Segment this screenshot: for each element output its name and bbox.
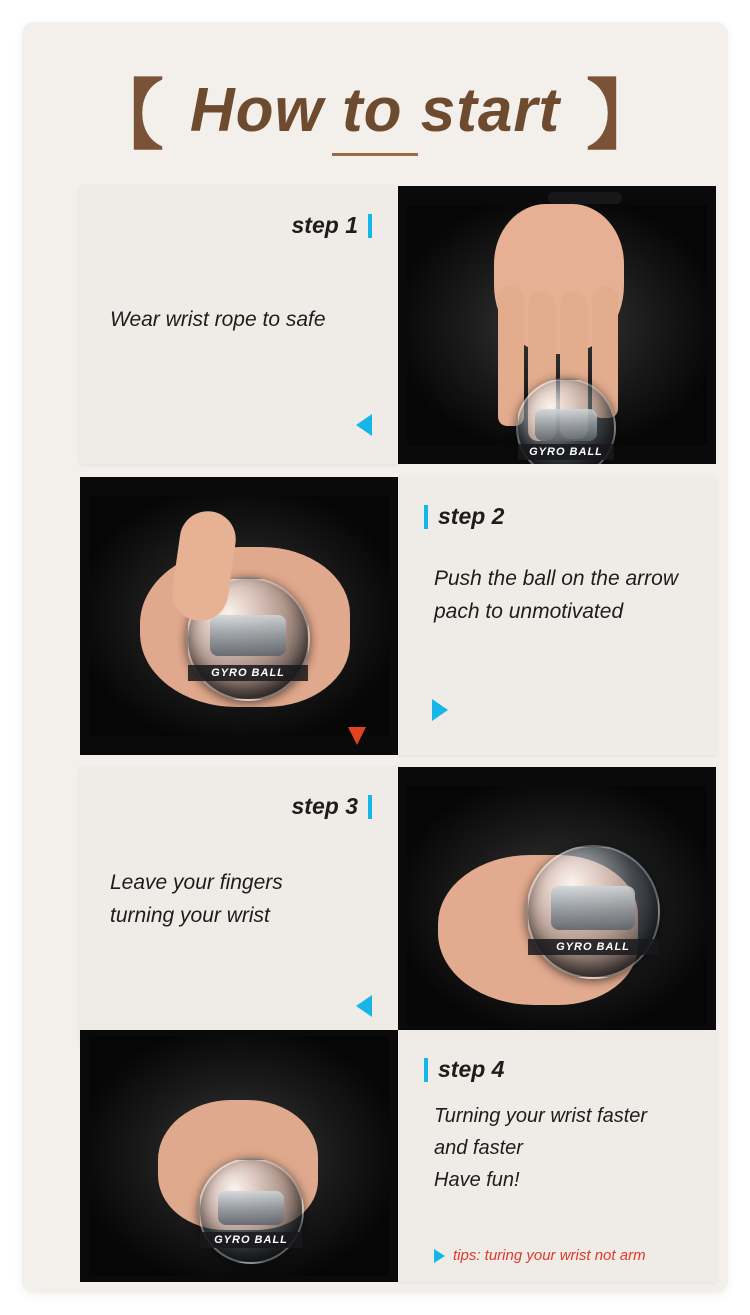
ball-brand-band: GYRO BALL (518, 444, 614, 461)
gyro-ball (526, 845, 660, 979)
step-2-heading (424, 503, 504, 530)
gyro-ball (198, 1158, 304, 1264)
step-4-body-line-1: Turning your wrist faster (434, 1105, 648, 1127)
tips-text: tips: turing your wrist not arm (453, 1247, 646, 1264)
step-2-label: step 2 (438, 503, 505, 529)
step-1-label: step 1 (291, 212, 358, 238)
step-row-2 (80, 477, 716, 755)
step-row-1 (80, 186, 716, 464)
tips-note (434, 1247, 646, 1264)
step-2-body-line-2: pach to unmotivated (434, 599, 624, 623)
step-row-3 (80, 767, 716, 1045)
step-2-photo (80, 477, 398, 755)
accent-bar-icon (368, 214, 372, 238)
step-3-label: step 3 (291, 793, 358, 819)
right-bracket-decoration: 】 (586, 75, 663, 159)
step-3-heading (292, 793, 372, 820)
step-4-body-line-3: Have fun! (434, 1169, 520, 1191)
triangle-right-icon (432, 699, 448, 721)
step-2-body-line-1: Push the ball on the arrow (434, 567, 678, 590)
wrist-rope (548, 192, 622, 204)
accent-bar-icon (424, 1058, 428, 1082)
step-4-body-line-2: and faster (434, 1137, 523, 1159)
step-3-body (110, 867, 376, 932)
step-4-heading (424, 1056, 504, 1083)
ball-core (218, 1191, 283, 1226)
hand-illustration (398, 186, 716, 464)
ball-brand-band: GYRO BALL (188, 665, 308, 682)
accent-bar-icon (368, 795, 372, 819)
ball-core (551, 886, 634, 930)
step-3-photo (398, 767, 716, 1045)
title-text: How to start (189, 75, 561, 145)
step-2-body (434, 563, 694, 628)
step-4-body (434, 1100, 694, 1196)
finger-shape (498, 286, 524, 426)
step-4-label: step 4 (438, 1056, 505, 1082)
ball-core (210, 615, 287, 656)
red-arrow-icon (348, 727, 366, 745)
ball-brand-band: GYRO BALL (528, 939, 658, 956)
accent-bar-icon (424, 505, 428, 529)
step-4-text-card (398, 1030, 716, 1282)
triangle-right-icon (434, 1249, 445, 1263)
page-title (22, 62, 728, 172)
step-3-body-line-2: turning your wrist (110, 903, 270, 927)
step-1-text-card (80, 186, 398, 464)
step-row-4 (80, 1030, 716, 1282)
ball-core (535, 409, 596, 442)
ball-brand-band: GYRO BALL (200, 1232, 302, 1249)
left-bracket-decoration: 【 (87, 75, 164, 159)
step-3-text-card (80, 767, 398, 1045)
step-2-text-card (398, 477, 716, 755)
step-3-body-line-1: Leave your fingers (110, 871, 283, 894)
title-underline (332, 153, 418, 156)
triangle-left-icon (356, 995, 372, 1017)
content-panel (22, 22, 728, 1293)
title-block (189, 75, 561, 156)
step-1-body: Wear wrist rope to safe (110, 308, 326, 331)
triangle-left-icon (356, 414, 372, 436)
step-1-photo (398, 186, 716, 464)
step-1-heading (292, 212, 372, 239)
step-4-photo (80, 1030, 398, 1282)
